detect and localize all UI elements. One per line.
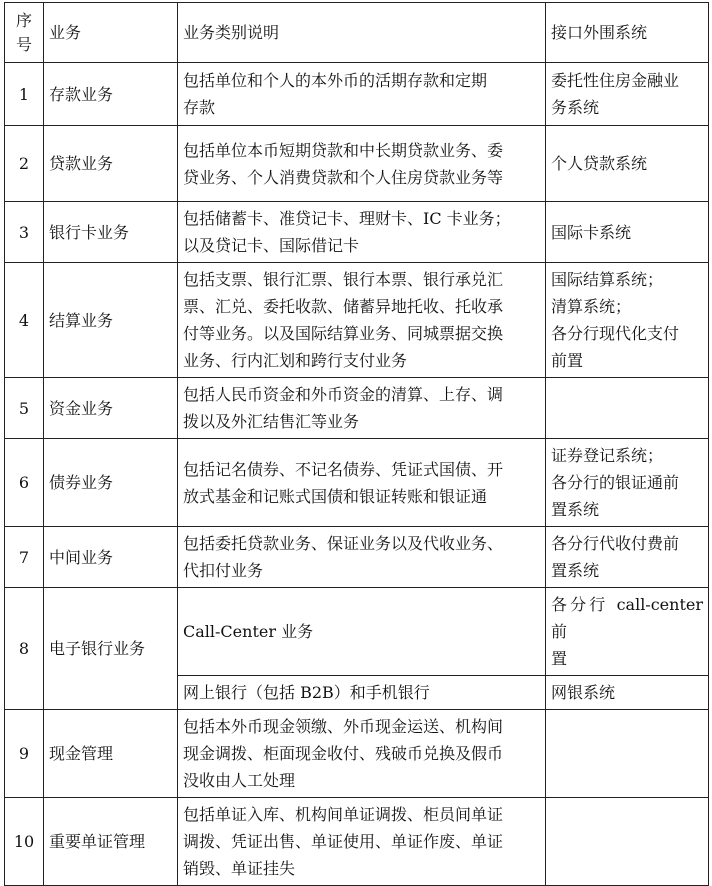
description-line: 包括人民币资金和外币资金的清算、上存、调 — [183, 385, 504, 404]
description-line: 包括记名债券、不记名债券、凭证式国债、开 — [183, 459, 504, 479]
interface-system — [546, 378, 709, 439]
description-line: 包括本外币现金领缴、外币现金运送、机构间 — [183, 717, 504, 736]
description-line: 以及贷记卡、国际借记卡 — [183, 236, 360, 255]
interface-line: 各分行 call-center 前 — [551, 595, 703, 641]
row-number: 3 — [5, 202, 44, 263]
business-name: 资金业务 — [44, 378, 178, 439]
business-description — [178, 798, 546, 886]
interface-line: 置系统 — [551, 500, 600, 519]
description-line: 销毁、单证挂失 — [183, 859, 296, 878]
business-interface-table — [4, 2, 709, 886]
table-row — [5, 263, 709, 378]
business-name: 贷款业务 — [44, 126, 178, 202]
interface-line: 各分行代收付费前 — [551, 534, 680, 553]
business-description — [178, 588, 546, 676]
row-number: 6 — [5, 439, 44, 527]
interface-line: 务系统 — [551, 98, 600, 117]
header-row — [5, 3, 709, 63]
interface-line: 网银系统 — [551, 683, 616, 702]
description-line: 没收由人工处理 — [183, 771, 296, 790]
interface-line: 各分行现代化支付 — [551, 324, 680, 343]
interface-line: 清算系统； — [551, 297, 632, 316]
row-number: 9 — [5, 710, 44, 798]
interface-line: 置 — [551, 649, 568, 668]
interface-line: 委托性住房金融业 — [551, 71, 680, 90]
description-line: 放式基金和记账式国债和银证转账和银证通 — [183, 486, 488, 506]
interface-line: 置系统 — [551, 561, 600, 580]
table-row — [5, 527, 709, 588]
business-description — [178, 126, 546, 202]
table-row — [5, 798, 709, 886]
interface-system — [546, 527, 709, 588]
business-description — [178, 710, 546, 798]
business-name: 结算业务 — [44, 263, 178, 378]
row-number: 7 — [5, 527, 44, 588]
table-row — [5, 378, 709, 439]
description-line: 贷业务、个人消费贷款和个人住房贷款业务等 — [183, 167, 504, 187]
business-description — [178, 63, 546, 126]
interface-line: 国际结算系统； — [551, 270, 664, 289]
business-name: 中间业务 — [44, 527, 178, 588]
row-number: 4 — [5, 263, 44, 378]
description-line: 包括支票、银行汇票、银行本票、银行承兑汇 — [183, 270, 504, 289]
business-name: 银行卡业务 — [44, 202, 178, 263]
interface-system — [546, 710, 709, 798]
interface-system — [546, 798, 709, 886]
business-name: 电子银行业务 — [44, 588, 178, 710]
interface-system — [546, 439, 709, 527]
business-name: 现金管理 — [44, 710, 178, 798]
interface-system — [546, 263, 709, 378]
interface-line: 个人贷款系统 — [551, 154, 648, 173]
header-description: 业务类别说明 — [178, 3, 546, 63]
business-description — [178, 527, 546, 588]
business-name: 债券业务 — [44, 439, 178, 527]
row-number: 1 — [5, 63, 44, 126]
description-line: 票、汇兑、委托收款、储蓄异地托收、托收承 — [183, 297, 504, 316]
description-line: 包括单证入库、机构间单证调拨、柜员间单证 — [183, 805, 504, 824]
business-name: 重要单证管理 — [44, 798, 178, 886]
interface-system — [546, 588, 709, 676]
row-number: 8 — [5, 588, 44, 710]
row-number: 10 — [5, 798, 44, 886]
interface-system — [546, 676, 709, 710]
table-row — [5, 202, 709, 263]
description-line: 业务、行内汇划和跨行支付业务 — [183, 351, 408, 370]
row-number: 5 — [5, 378, 44, 439]
interface-system — [546, 126, 709, 202]
table-row — [5, 439, 709, 527]
interface-line: 国际卡系统 — [551, 222, 632, 242]
description-line: 包括委托贷款业务、保证业务以及代收业务、 — [183, 534, 504, 553]
description-line: 存款 — [183, 98, 216, 117]
business-description — [178, 378, 546, 439]
description-line: 付等业务。以及国际结算业务、同城票据交换 — [183, 324, 504, 343]
description-line: 现金调拨、柜面现金收付、残破币兑换及假币 — [183, 744, 504, 763]
table-row — [5, 710, 709, 798]
row-number: 2 — [5, 126, 44, 202]
description-line: 包括单位本币短期贷款和中长期贷款业务、委 — [183, 140, 504, 160]
interface-line: 前置 — [551, 351, 584, 370]
header-no — [5, 3, 44, 63]
header-no-line: 号 — [15, 34, 32, 54]
description-line: 网上银行（包括 B2B）和手机银行 — [183, 683, 430, 702]
business-description — [178, 439, 546, 527]
header-no-line: 序 — [15, 10, 32, 30]
table-row — [5, 126, 709, 202]
description-line: 拨以及外汇结售汇等业务 — [183, 412, 360, 431]
interface-system — [546, 63, 709, 126]
table-row — [5, 588, 709, 676]
description-line: 包括储蓄卡、准贷记卡、理财卡、IC 卡业务； — [183, 209, 511, 228]
business-description — [178, 263, 546, 378]
header-interface: 接口外围系统 — [546, 3, 709, 63]
interface-system — [546, 202, 709, 263]
business-description — [178, 676, 546, 710]
header-business: 业务 — [44, 3, 178, 63]
business-name: 存款业务 — [44, 63, 178, 126]
description-line: Call-Center 业务 — [183, 622, 314, 641]
description-line: 调拨、凭证出售、单证使用、单证作废、单证 — [183, 832, 504, 851]
business-description — [178, 202, 546, 263]
table-row — [5, 63, 709, 126]
interface-line: 证券登记系统； — [551, 446, 664, 465]
interface-line: 各分行的银证通前 — [551, 473, 680, 492]
description-line: 代扣付业务 — [183, 561, 264, 580]
description-line: 包括单位和个人的本外币的活期存款和定期 — [183, 71, 488, 90]
